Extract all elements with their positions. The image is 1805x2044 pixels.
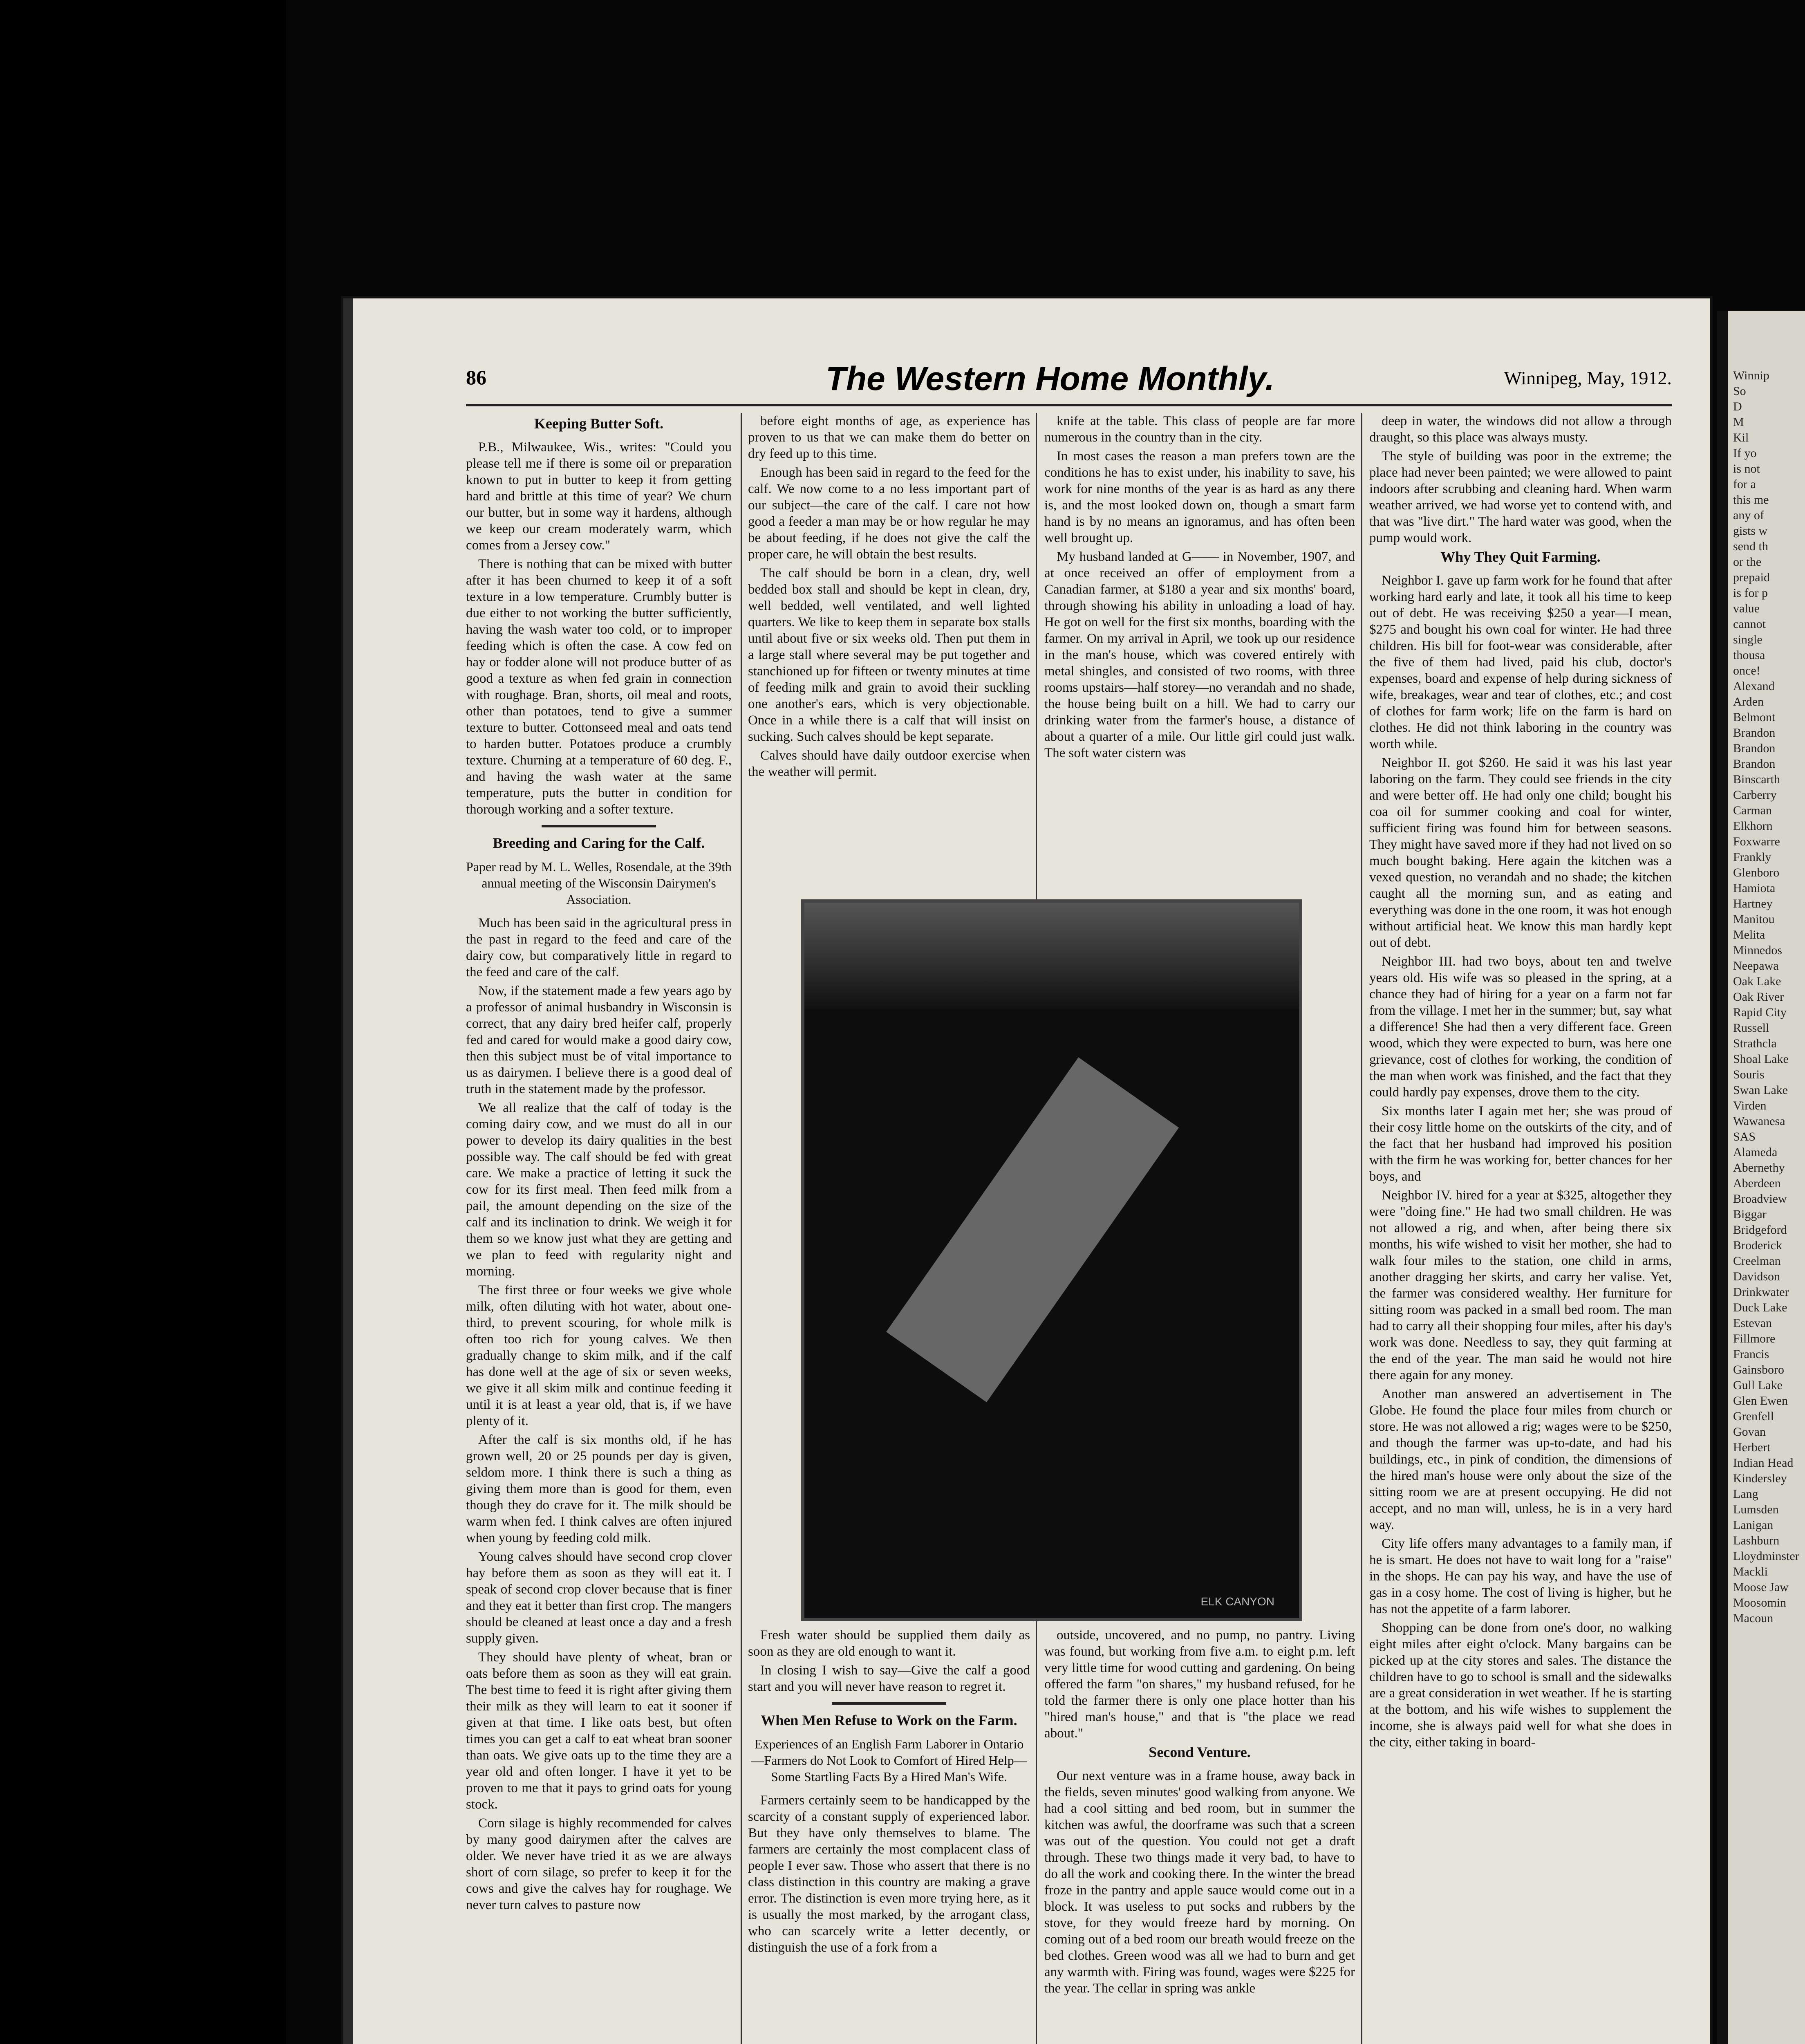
paragraph: They should have plenty of wheat, bran or oats before them as soon as they will eat grain. The best time to feed it is right after giving them their milk as they will learn to eat it sooner if given at that time. I like oats best, but often times you can get a calf to eat wheat bran sooner than oats. We give oats up to the time they are a year old and often longer. I have it yet to be proven to me that it pays to grind oats for young stock. (466, 1650, 732, 1812)
column-3-top (1044, 413, 1355, 895)
column-2-top (748, 413, 1030, 895)
paragraph: knife at the table. This class of people are far more numerous in the country than in the city. (1044, 414, 1355, 445)
left-margin (0, 0, 286, 2044)
paragraph: deep in water, the windows did not allow a through draught, so this place was always musty. (1369, 414, 1672, 445)
publication-title: The Western Home Monthly. (826, 360, 1274, 397)
paragraph: Neighbor IV. hired for a year at $325, altogether they were "doing fine." He had two small children. He was not allowed a rig, and when, after being there six months, his wife wished to visit her mother, she had to walk four miles to the station, one child in arms, another dragging her skirts, and carry her valise. Yet, the farmer was considered wealthy. Her furniture for sitting room was packed in a small bed room. The man had to carry all their shopping four miles, after his day's work was done. Needless to say, they quit farming at the end of the year. The man said he would not hire there again for any money. (1369, 1188, 1672, 1383)
paragraph: Neighbor I. gave up farm work for he found that after working hard early and late, it took all his time to keep out of debt. He was receiving $250 a year—I mean, $275 and bought his own coal for winter. He had three children. His bill for foot-wear was considerable, after the five of them had lived, paid his club, doctor's expenses, board and expense of help during sickness of wife, breakages, wear and tear of clothes, etc.; and cost of clothes for farm work; life on the farm is hard on clothes. He did not think laboring in the country was worth while. (1369, 573, 1672, 751)
paragraph: The style of building was poor in the extreme; the place had never been painted; we were allowed to paint indoors after scrubbing and cleaning hard. When warm weather arrived, we had worse yet to contend with, and that was "live dirt." The hard water was good, when the pump would work. (1369, 449, 1672, 545)
subheading: Experiences of an English Farm Laborer in Ontario—Farmers do Not Look to Comfort of Hired Help—Some Startling Facts By a Hired Man's Wife. (751, 1737, 1027, 1784)
paragraph: City life offers many advantages to a family man, if he is smart. He does not have to wait long for a "raise" in the shops. He can pay his way, and have the use of gas in a cosy home. The cost of living is higher, but he has not the appetite of a farm laborer. (1369, 1536, 1672, 1616)
photo-sky (804, 903, 1299, 1009)
heading-men-refuse: When Men Refuse to Work on the Farm. (761, 1712, 1017, 1728)
paragraph: Enough has been said in regard to the feed for the calf. We now come to a no less important part of our subject—the care of the calf. I care not how good a feeder a man may be or how regular he may be about feeding, if he does not give the calf the proper care, he will obtain the best results. (748, 465, 1030, 562)
heading-breeding-calf: Breeding and Caring for the Calf. (493, 835, 705, 851)
heading-second-venture: Second Venture. (1149, 1744, 1251, 1760)
paragraph: In closing I wish to say—Give the calf a good start and you will never have reason to regret it. (748, 1663, 1030, 1694)
paragraph: Much has been said in the agricultural press in the past in regard to the feed and care of the dairy cow, but comparatively little in regard to the feed and care of the calf. (466, 916, 732, 979)
column-rule (741, 413, 742, 2044)
paragraph: Farmers certainly seem to be handicapped by the scarcity of a constant supply of experienced labor. But they have only themselves to blame. The farmers are certainly the most complacent class of people I ever saw. Those who assert that there is no class distinction in this country are making a grave error. The distinction is even more trying here, as it is usually the most marked, by the arrogant class, who can scarcely write a letter decently, or distinguish the use of a fork from a (748, 1793, 1030, 1955)
paragraph: My husband landed at G—— in November, 1907, and at once received an offer of employment from a Canadian farmer, at $180 a year and six months' board, through showing his ability in unloading a load of hay. He got on well for the first six months, boarding with the farmer. On my arrival in April, we took up our residence in the man's house, which was covered entirely with metal shingles, and consisted of two rooms, with three rooms upstairs—half storey—no verandah and no shade, the house being built on a hill. We had to carry our drinking water from the farmer's house, a distance of about a quarter of a mile. Our little girl could just walk. The soft water cistern was (1044, 549, 1355, 760)
column-1 (466, 413, 732, 2044)
paragraph: Calves should have daily outdoor exercise when the weather will permit. (748, 748, 1030, 779)
paragraph: outside, uncovered, and no pump, no pantry. Living was found, but working from five a.m. to eight p.m. left very little time for wood cutting and gardening. On being offered the farm "on shares," my husband refused, for he told the farmer there is only one place hotter than his "hired man's house," and that is "the place we read about." (1044, 1628, 1355, 1741)
paragraph: There is nothing that can be mixed with butter after it has been churned to keep it of a soft texture in a low temperature. Crumbly butter is due either to not working the butter sufficiently, having the wash water too cold, or to improper feeding which is often the case. A cow fed on hay or fodder alone will not produce butter of as good a texture as when fed grain in connection with roughage. Bran, shorts, oil meal and roots, other than potatoes, tend to give a summer texture to butter. Cottonseed meal and oats tend to harden butter. Potatoes produce a crumbly texture. Churning at a temperature of 60 deg. F., and having the wash water at the same temperature, puts the butter in condition for thorough working and a softer texture. (466, 557, 732, 817)
masthead-rule (466, 404, 1672, 406)
issue-date: Winnipeg, May, 1912. (1504, 368, 1672, 388)
paragraph: The first three or four weeks we give whole milk, often diluting with hot water, about one-third, to prevent scouring, for whole milk is often too rich for young calves. We then gradually change to skim milk, and if the calf has done well at the age of six or seven weeks, we give it all skim milk and continue feeding it until it is at least a year old, that is, if we have plenty of it. (466, 1283, 732, 1428)
paragraph: P.B., Milwaukee, Wis., writes: "Could you please tell me if there is some oil or preparation known to put in butter to keep it from getting hard and brittle at this time of year? We churn our butter, but in some way it hardens, although we keep our cream moderately warm, which comes from a Jersey cow." (466, 440, 732, 553)
photo-caption: ELK CANYON (1200, 1595, 1274, 1608)
elk-canyon-photo (801, 899, 1302, 1621)
section-divider (832, 1702, 946, 1705)
photo-ridge (886, 1057, 1179, 1402)
heading-why-quit: Why They Quit Farming. (1440, 549, 1601, 565)
paragraph: Corn silage is highly recommended for calves by many good dairymen after the calves are older. We never have tried it as we are always short of corn silage, so prefer to keep it for the cows and give the calves hay for roughage. We never turn calves to pasture now (466, 1816, 732, 1912)
section-divider (542, 825, 656, 827)
paragraph: Young calves should have second crop clover hay before them as soon as they will eat it. I speak of second crop clover because that is finer and they eat it better than first crop. The mangers should be cleaned at least once a day and a fresh supply given. (466, 1549, 732, 1646)
paragraph: Shopping can be done from one's door, no walking eight miles after eight o'clock. Many bargains can be picked up at the city stores and sales. The distance the children have to go to school is small and the sidewalks are a great consideration in wet weather. If he is starting at the bottom, and his wife wishes to supplement the income, she is always paid well for what she does in the city, either taking in board- (1369, 1620, 1672, 1750)
page-number: 86 (466, 366, 486, 389)
facing-page-text: Winnip So D M Kil If yo is not for a this me any of gists w send th or the prepaid is for p value cannot single thousa once! Alexand Arden Belmont Brandon Brandon Brandon Binscarth Carberry Carman Elkhorn Foxwarre Frankly Glenboro Hamiota Hartney Manitou Melita Minnedos Neepawa Oak Lake Oak River Rapid City Russell Strathcla Shoal Lake Souris Swan Lake Virden Wawanesa SAS Alameda Abernethy Aberdeen Broadview Biggar Bridgeford Broderick Creelman Davidson Drinkwater Duck Lake Estevan Fillmore Francis Gainsboro Gull Lake Glen Ewen Grenfell Govan Herbert Indian Head Kindersley Lang Lumsden Lanigan Lashburn Lloydminster Mackli Moose Jaw Moosomin Macoun (1733, 369, 1799, 1625)
column-2-bottom (748, 1627, 1030, 2044)
paragraph: After the calf is six months old, if he has grown well, 20 or 25 pounds per day is given, seldom more. I think there is such a thing as giving them more than is good for them, even though they do crave for it. The milk should be warm when fed. I think calves are often injured when young by feeding cold milk. (466, 1432, 732, 1545)
column-rule (1361, 413, 1362, 2044)
paragraph: Another man answered an advertisement in The Globe. He found the place four miles from church or store. He was not allowed a rig; wages were to be $250, and though the farmer was up-to-date, and had his buildings, etc., in pink of condition, the dimensions of the hired man's house were only about the size of the sitting room we are at present occupying. He did not accept, and no man will, unless, he is in a very hard way. (1369, 1387, 1672, 1532)
masthead (466, 360, 1672, 401)
paragraph: We all realize that the calf of today is the coming dairy cow, and we must do all in our power to develop its dairy qualities in the best possible way. The calf should be fed with great care. We make a practice of letting it suck the cow for its first meal. Then feed milk from a pail, the amount depending on the size of the calf and its inclination to drink. We weigh it for them so we know just what they are getting and we plan to feed with regularity night and morning. (466, 1100, 732, 1279)
paragraph: Our next venture was in a frame house, away back in the fields, seven minutes' good walking from anyone. We had a cool sitting and bed room, but in summer the kitchen was awful, the doorframe was such that a screen was out of the question. You could not get a draft through. These two things made it very bad, to have to do all the work and cooking there. In the winter the bread froze in the pantry and apple sauce would come out in a block. It was useless to put socks and rubbers by the stove, for they would freeze hard by morning. On coming out of a bed room our breath would freeze on the bed clothes. Green wood was all we had to burn and get any warmth with. Firing was found, wages were $225 for the year. The cellar in spring was ankle (1044, 1768, 1355, 1996)
paragraph: Neighbor III. had two boys, about ten and twelve years old. His wife was so pleased in the spring, at a chance they had of hiring for a year on a farm not far from the village. I met her in the summer; but, say what a difference! She had then a very different face. Green wood, which they were expected to burn, was here one grievance, cost of clothes for working, the condition of the man when work was finished, and the fact that they could hardly pay expenses, drove them to the city. (1369, 954, 1672, 1100)
heading-keeping-butter: Keeping Butter Soft. (534, 415, 664, 432)
paragraph: Now, if the statement made a few years ago by a professor of animal husbandry in Wisconsin is correct, that any dairy bred heifer calf, properly fed and cared for would make a good dairy cow, then this subject must be of vital importance to us as dairymen. I believe there is a good deal of truth in the statement made by the professor. (466, 984, 732, 1096)
subheading: Paper read by M. L. Welles, Rosendale, at the 39th annual meeting of the Wisconsin Dairymen's Association. (466, 859, 732, 907)
paragraph: The calf should be born in a clean, dry, well bedded box stall and should be kept in clean, dry, well bedded, well ventilated, and well lighted quarters. We like to keep them in separate box stalls until about five or six weeks old. Then put them in a large stall where several may be put together and stanchioned up for fifteen or twenty minutes at time of feeding milk and grain to avoid their suckling one another's ears, which is very objectionable. Once in a while there is a calf that will insist on sucking. Such calves should be kept separate. (748, 566, 1030, 744)
column-4 (1369, 413, 1672, 2044)
paragraph: Neighbor II. got $260. He said it was his last year laboring on the farm. They could see friends in the city and were better off. He had only one child; bought his coa oil for summer cooking and coal for winter, sufficient firing was found him for between seasons. They might have saved more if they had not lived on so much bought baking. Here again the kitchen was a vexed question, no verandah and no shade; the kitchen caught all the morning sun, and as eating and everything was done in the one room, it was hot enough without artificial heat. We know this man hardly kept out of debt. (1369, 755, 1672, 950)
paragraph: In most cases the reason a man prefers town are the conditions he has to exist under, his inability to save, his work for nine months of the year is as hard as any there is, and the most looked down on, though a smart farm hand is by no means an ignoramus, and has often been well brought up. (1044, 449, 1355, 545)
column-3-bottom (1044, 1627, 1355, 2044)
paragraph: before eight months of age, as experience has proven to us that we can make them do better on dry feed up to this time. (748, 414, 1030, 461)
paragraph: Six months later I again met her; she was proud of their cosy little home on the outskirts of the city, and of the fact that her husband had improved his position with the firm he was working for, better chances for her boys, and (1369, 1104, 1672, 1184)
paragraph: Fresh water should be supplied them daily as soon as they are old enough to want it. (748, 1628, 1030, 1659)
